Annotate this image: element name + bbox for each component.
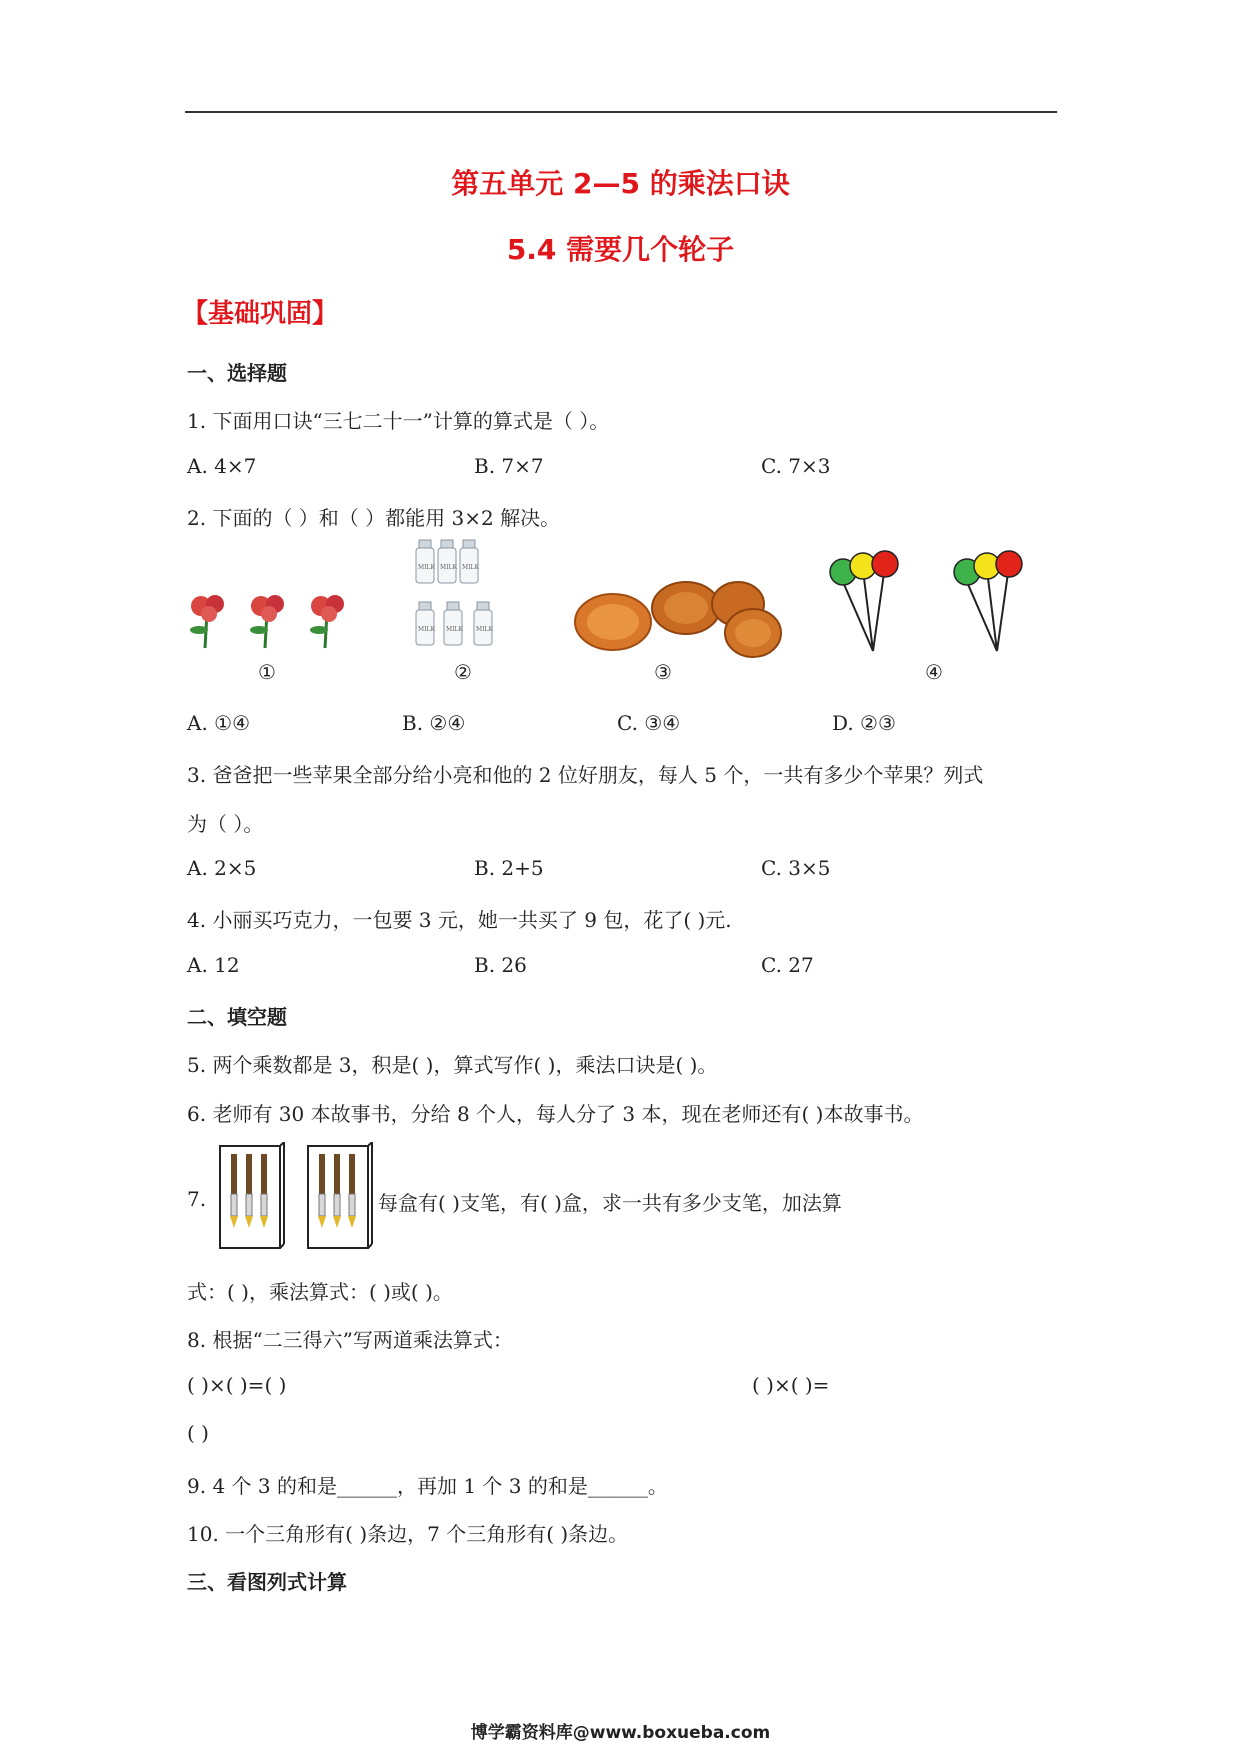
q8-equation-right: ( )×( )= [752, 1373, 830, 1397]
q6-text: 6. 老师有 30 本故事书，分给 8 个人，每人分了 3 本，现在老师还有( )本故事书。 [187, 1102, 924, 1126]
q3-option-a: A. 2×5 [187, 856, 257, 880]
section1-heading: 一、选择题 [187, 361, 287, 385]
picture-caption-1: ① [258, 660, 276, 684]
flowers-picture [185, 590, 370, 650]
header-rule [185, 111, 1057, 113]
section3-heading: 三、看图列式计算 [187, 1570, 347, 1594]
milk-bottles-picture [415, 538, 520, 653]
q2-option-b: B. ②④ [402, 711, 466, 735]
q4-option-a: A. 12 [187, 953, 240, 977]
milk-bottle-icon [416, 602, 435, 645]
svg-text:MILK: MILK [476, 626, 493, 633]
svg-text:MILK: MILK [418, 626, 435, 633]
q2-option-d: D. ②③ [832, 711, 896, 735]
q10-text: 10. 一个三角形有( )条边，7 个三角形有( )条边。 [187, 1522, 629, 1546]
flower-icon [310, 595, 344, 648]
balloon-bunch-icon [954, 551, 1022, 651]
q2-option-c: C. ③④ [617, 711, 681, 735]
q8-text: 8. 根据“二三得六”写两道乘法算式： [187, 1328, 513, 1352]
q1-text: 1. 下面用口诀“三七二十一”计算的算式是（ ）。 [187, 409, 610, 433]
section-tag: 【基础巩固】 [182, 299, 339, 329]
svg-text:MILK: MILK [440, 564, 457, 571]
pen-boxes-picture [218, 1142, 380, 1254]
unit-title: 第五单元 2—5 的乘法口诀 [451, 167, 790, 200]
q9-text: 9. 4 个 3 的和是______，再加 1 个 3 的和是______。 [187, 1474, 668, 1498]
q7-number: 7. [187, 1187, 207, 1211]
q3-option-b: B. 2+5 [474, 856, 544, 880]
q3-option-c: C. 3×5 [761, 856, 831, 880]
flower-icon [250, 595, 284, 648]
milk-bottle-icon [438, 540, 457, 583]
svg-text:MILK: MILK [418, 564, 435, 571]
balloon-bunch-icon [830, 551, 898, 651]
q8-equation-left: ( )×( )=( ) [187, 1373, 287, 1397]
q7-text-line1: 每盒有( )支笔，有( )盒，求一共有多少支笔，加法算 [378, 1191, 842, 1215]
pen-box-icon [308, 1142, 372, 1248]
picture-caption-2: ② [454, 660, 472, 684]
milk-bottle-icon [444, 602, 463, 645]
pen-box-icon [220, 1142, 284, 1248]
lesson-title: 5.4 需要几个轮子 [506, 233, 735, 266]
q4-text: 4. 小丽买巧克力，一包要 3 元，她一共买了 9 包，花了( )元. [187, 908, 732, 932]
q4-option-b: B. 26 [474, 953, 527, 977]
milk-bottle-icon [474, 602, 493, 645]
milk-bottle-icon [416, 540, 435, 583]
q5-text: 5. 两个乘数都是 3，积是( )，算式写作( )，乘法口诀是( )。 [187, 1053, 718, 1077]
q3-text-line2: 为（ ）。 [187, 812, 264, 836]
footer-watermark: 博学霸资料库@www.boxueba.com [470, 1723, 771, 1743]
q4-option-c: C. 27 [761, 953, 814, 977]
q7-text-line2: 式：( )，乘法算式：( )或( )。 [187, 1280, 453, 1304]
q2-option-a: A. ①④ [187, 711, 251, 735]
flower-icon [190, 595, 224, 648]
picture-caption-4: ④ [925, 660, 943, 684]
milk-bottle-icon [460, 540, 479, 583]
section2-heading: 二、填空题 [187, 1005, 287, 1029]
mooncakes-picture [568, 578, 788, 660]
q2-text: 2. 下面的（ ）和（ ）都能用 3×2 解决。 [187, 506, 561, 530]
q1-option-b: B. 7×7 [474, 454, 544, 478]
q8-equation-right-cont: ( ) [187, 1421, 209, 1445]
svg-text:MILK: MILK [462, 564, 479, 571]
balloons-picture [825, 548, 1035, 656]
q3-text-line1: 3. 爸爸把一些苹果全部分给小亮和他的 2 位好朋友，每人 5 个，一共有多少个苹果？列式 [187, 763, 984, 787]
svg-text:MILK: MILK [446, 626, 463, 633]
q1-option-c: C. 7×3 [761, 454, 831, 478]
q1-option-a: A. 4×7 [187, 454, 257, 478]
picture-caption-3: ③ [654, 660, 672, 684]
